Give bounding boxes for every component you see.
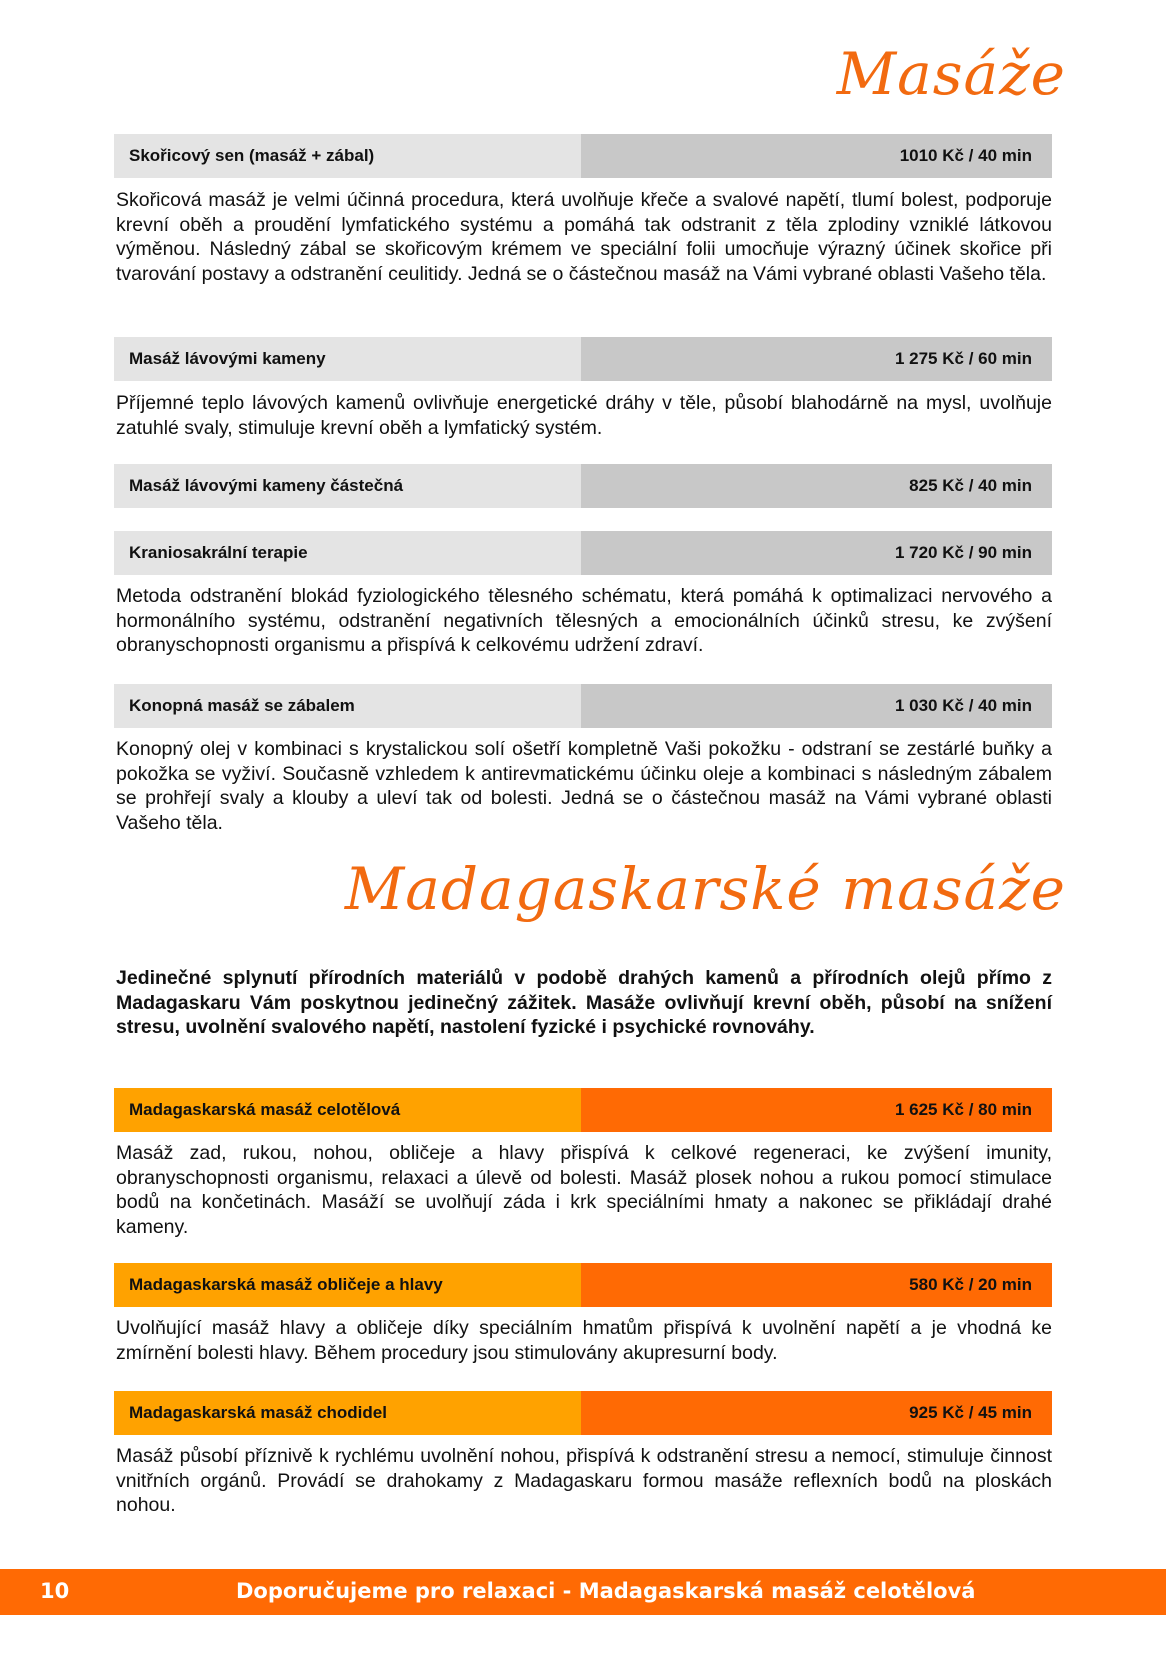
service-name: Masáž lávovými kameny [114, 337, 581, 381]
service-price: 1010 Kč / 40 min [581, 134, 1052, 178]
madagascar-intro: Jedinečné splynutí přírodních materiálů v podobě drahých kamenů a přírodních olejů přímo z Madagaskaru Vám poskytnou jedinečný zážitek. Masáže ovlivňují krevní oběh, působí na snížení stresu, uvolnění svalového napětí, nastolení fyzické i psychické rovnováhy. [116, 967, 1052, 1038]
service-name: Konopná masáž se zábalem [114, 684, 581, 728]
section-title-madagaskarske: Madagaskarské masáže [344, 855, 1066, 923]
service-description: Masáž působí příznivě k rychlému uvolnění nohou, přispívá k odstranění stresu a nemocí, stimuluje činnost vnitřních orgánů. Provádí se drahokamy z Madagaskaru formou masáže reflexních bodů na ploskách nohou. [116, 1445, 1052, 1516]
service-header [114, 134, 1052, 178]
service-name: Madagaskarská masáž chodidel [114, 1391, 581, 1435]
service-price: 825 Kč / 40 min [581, 464, 1052, 508]
service-description: Příjemné teplo lávových kamenů ovlivňuje energetické dráhy v těle, působí blahodárně na mysl, uvolňuje zatuhlé svaly, stimuluje krevní oběh a lymfatický systém. [116, 392, 1052, 439]
service-header [114, 684, 1052, 728]
service-description: Masáž zad, rukou, nohou, obličeje a hlavy přispívá k celkové regeneraci, ke zvýšení imunity, obranyschopnosti organismu, relaxaci a úlevě od bolesti. Masáž plosek nohou a rukou pomocí stimulace bodů na končetinách. Masáží se uvolňují záda i krk speciálními hmaty a nakonec se přikládají drahé kameny. [116, 1142, 1052, 1238]
service-price: 1 275 Kč / 60 min [581, 337, 1052, 381]
service-header [114, 1263, 1052, 1307]
service-description: Metoda odstranění blokád fyziologického tělesného schématu, která pomáhá k optimalizaci nervového a hormonálního systému, odstranění negativních tělesných a emocionálních účinků stresu, ke zvýšení obranyschopnosti organismu a přispívá k celkovému udržení zdraví. [116, 585, 1052, 656]
service-description: Uvolňující masáž hlavy a obličeje díky speciálním hmatům přispívá k uvolnění napětí a je vhodná ke zmírnění bolesti hlavy. Během procedury jsou stimulovány akupresurní body. [116, 1317, 1052, 1364]
footer-bar [0, 1569, 1166, 1615]
service-price: 580 Kč / 20 min [581, 1263, 1052, 1307]
service-name: Masáž lávovými kameny částečná [114, 464, 581, 508]
service-description: Konopný olej v kombinaci s krystalickou solí ošetří kompletně Vaši pokožku - odstraní se zestárlé buňky a pokožka se vyživí. Současně vzhledem k antirevmatickému účinku oleje a kombinaci s následným zábalem se prohřejí svaly a klouby a uleví tak od bolesti. Jedná se o částečnou masáž na Vámi vybrané oblasti Vašeho těla. [116, 738, 1052, 834]
service-header [114, 1391, 1052, 1435]
page-number: 10 [40, 1579, 70, 1603]
service-description: Skořicová masáž je velmi účinná procedura, která uvolňuje křeče a svalové napětí, tlumí bolest, podporuje krevní oběh a proudění lymfatického systému a pomáhá tak odstranit z těla zplodiny vzniklé látkovou výměnou. Následný zábal se skořicovým krémem ve speciální folii umocňuje výrazný účinek skořice při tvarování postavy a odstranění ceulitidy. Jedná se o částečnou masáž na Vámi vybrané oblasti Vašeho těla. [116, 189, 1052, 285]
section-title-masaze: Masáže [836, 40, 1066, 108]
service-name: Skořicový sen (masáž + zábal) [114, 134, 581, 178]
service-price: 925 Kč / 45 min [581, 1391, 1052, 1435]
service-header [114, 464, 1052, 508]
service-price: 1 720 Kč / 90 min [581, 531, 1052, 575]
service-name: Madagaskarská masáž obličeje a hlavy [114, 1263, 581, 1307]
service-name: Kraniosakrální terapie [114, 531, 581, 575]
service-price: 1 625 Kč / 80 min [581, 1088, 1052, 1132]
service-header [114, 337, 1052, 381]
service-name: Madagaskarská masáž celotělová [114, 1088, 581, 1132]
service-header [114, 1088, 1052, 1132]
service-price: 1 030 Kč / 40 min [581, 684, 1052, 728]
service-header [114, 531, 1052, 575]
footer-text: Doporučujeme pro relaxaci - Madagaskarská masáž celotělová [236, 1579, 976, 1603]
